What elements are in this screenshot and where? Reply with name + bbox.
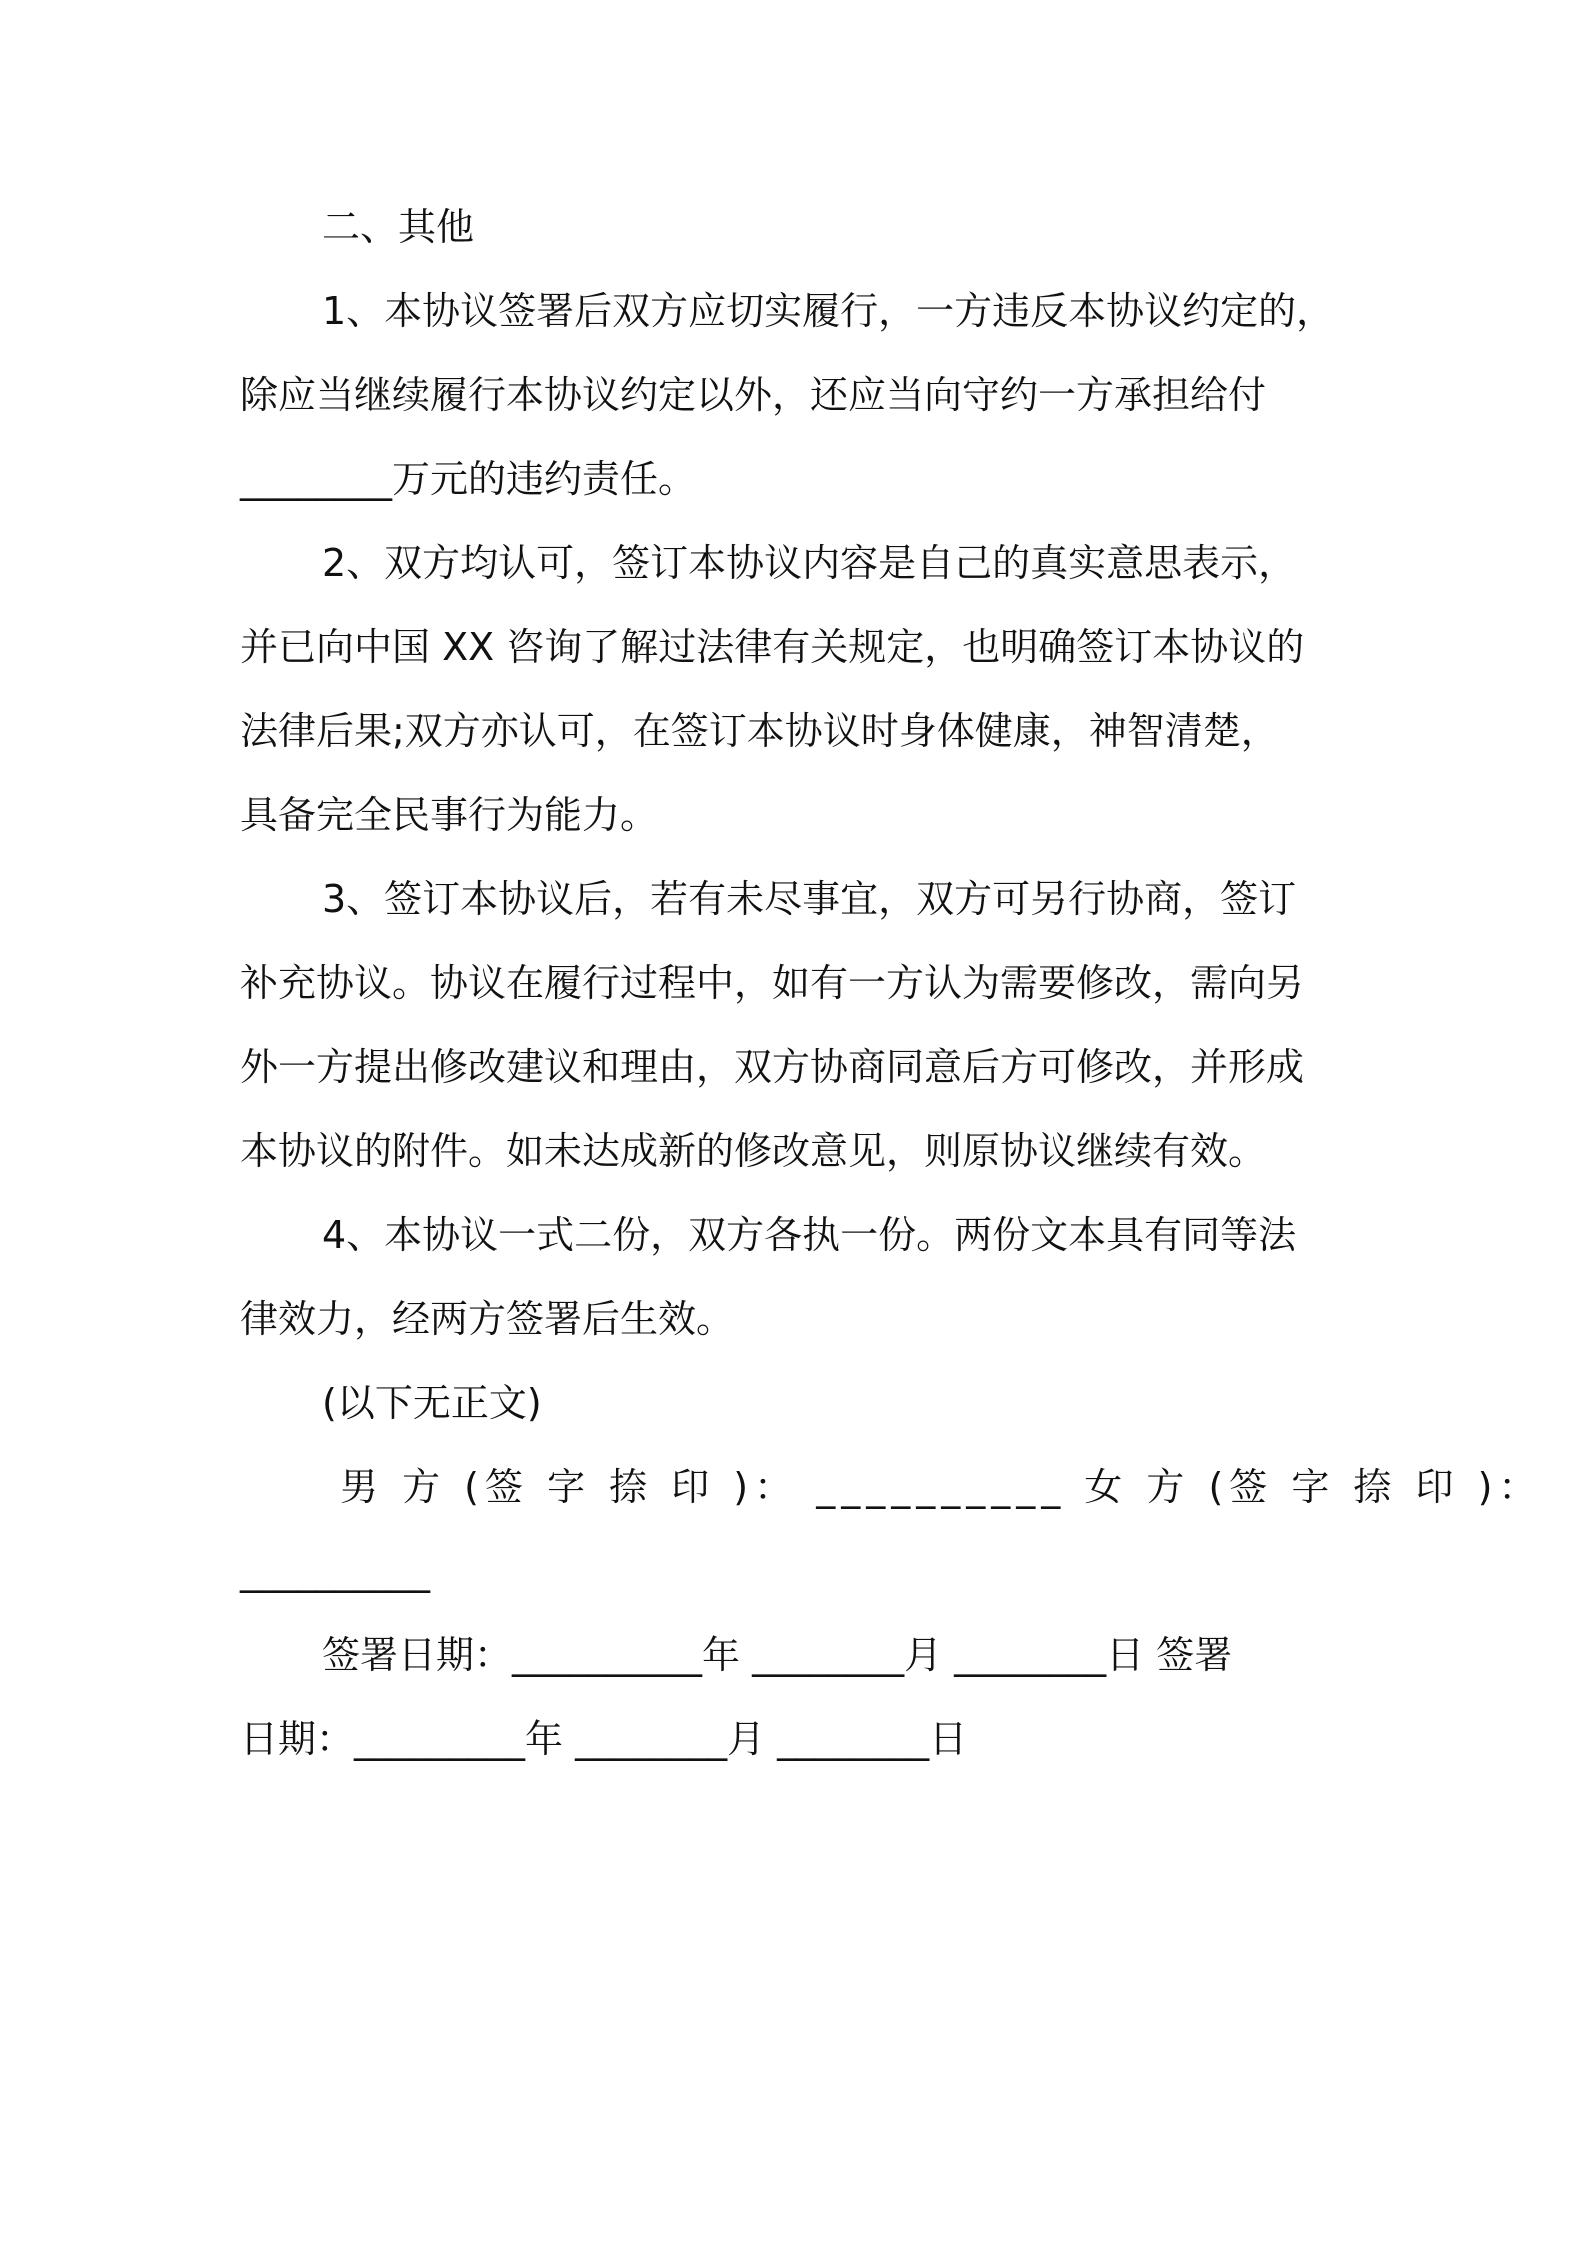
signature-line-1: 男 方 (签 字 捺 印 )： __________ 女 方 (签 字 捺 印 )： (340, 1465, 1543, 1509)
clause-3-line-4: 本协议的附件。如未达成新的修改意见，则原协议继续有效。 (240, 1129, 1267, 1173)
clause-2-line-2: 并已向中国 XX 咨询了解过法律有关规定，也明确签订本协议的 (240, 625, 1305, 669)
clause-2-line-3: 法律后果;双方亦认可，在签订本协议时身体健康，神智清楚， (240, 709, 1279, 753)
clause-3-line-3: 外一方提出修改建议和理由，双方协商同意后方可修改，并形成 (240, 1045, 1305, 1089)
date-line-2: 日期：_________年 ________月 ________日 (240, 1717, 968, 1761)
clause-1-line-1: 1、本协议签署后双方应切实履行，一方违反本协议约定的， (322, 289, 1335, 333)
clause-3-line-1: 3、签订本协议后，若有未尽事宜，双方可另行协商，签订 (322, 877, 1297, 921)
no-more-text-note: (以下无正文) (322, 1381, 542, 1425)
document-body (240, 185, 1543, 1781)
clause-4-line-2: 律效力，经两方签署后生效。 (240, 1297, 735, 1341)
date-line-1: 签署日期：__________年 ________月 ________日 签署 (322, 1633, 1233, 1677)
section-heading: 二、其他 (322, 205, 475, 249)
clause-4-line-1: 4、本协议一式二份，双方各执一份。两份文本具有同等法 (322, 1213, 1297, 1257)
clause-2-line-4: 具备完全民事行为能力。 (240, 793, 659, 837)
clause-1-line-3: ________万元的违约责任。 (240, 457, 697, 501)
clause-2-line-1: 2、双方均认可，签订本协议内容是自己的真实意思表示， (322, 541, 1297, 585)
clause-1-line-2: 除应当继续履行本协议约定以外，还应当向守约一方承担给付 (240, 373, 1267, 417)
clause-3-line-2: 补充协议。协议在履行过程中，如有一方认为需要修改，需向另 (240, 961, 1305, 1005)
signature-line-2: __________ (240, 1549, 430, 1593)
